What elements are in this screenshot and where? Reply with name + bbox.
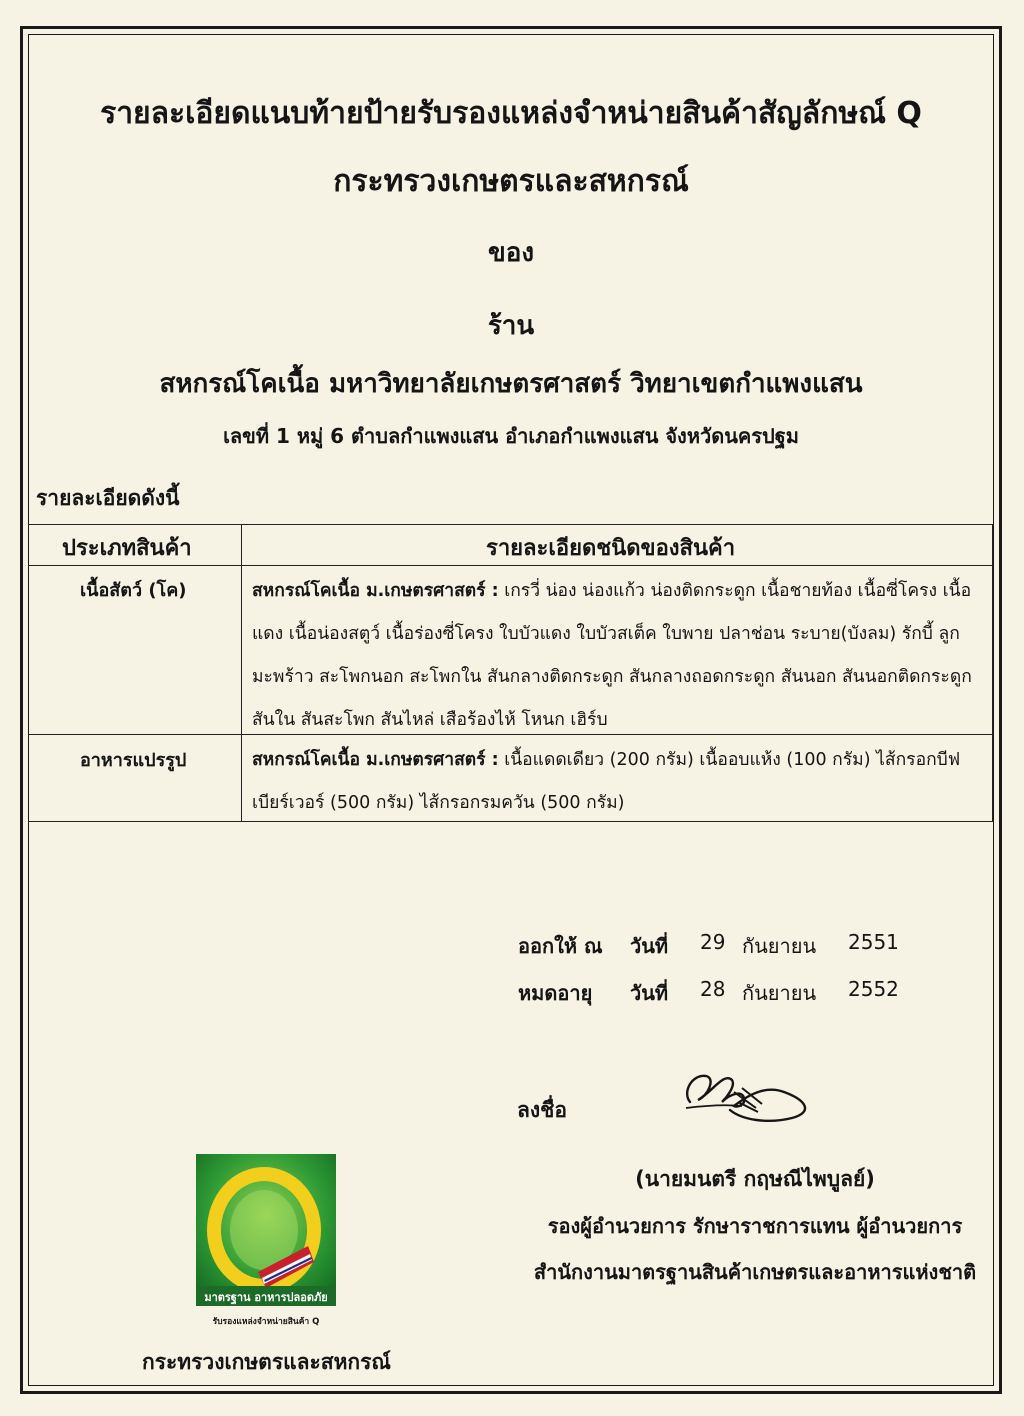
issued-label: ออกให้ ณ [518, 934, 603, 958]
category-processed: อาหารแปรรูป [80, 750, 187, 771]
signer-office: สำนักงานมาตรฐานสินค้าเกษตรและอาหารแห่งชาติ [533, 1260, 977, 1284]
brand-label: สหกรณ์โคเนื้อ ม.เกษตรศาสตร์ : [252, 750, 499, 770]
column-header-category: ประเภทสินค้า [62, 536, 192, 561]
issued-year: 2551 [848, 930, 899, 954]
expiry-label: หมดอายุ [518, 981, 593, 1005]
table-header-divider [28, 565, 994, 566]
brand-label: สหกรณ์โคเนื้อ ม.เกษตรศาสตร์ : [252, 581, 499, 601]
sign-label: ลงชื่อ [517, 1098, 567, 1122]
issued-month: กันยายน [742, 934, 817, 958]
category-meat: เนื้อสัตว์ (โค) [80, 580, 187, 601]
expiry-month: กันยายน [742, 981, 817, 1005]
q-mark-logo [196, 1154, 336, 1330]
signer-name: (นายมนตรี กฤษณีไพบูลย์) [635, 1167, 875, 1191]
items-text: เกรวี่ น่อง น่องแก้ว น่องติดกระดูก เนื้อชายท้อง เนื้อซี่โครง เนื้อแดง เนื้อน่องสตูว์ เนื้อร่องซี่โครง ใบบัวแดง ใบบัวสเต็ค ใบพาย ปลาช่อน ระบาย(บังลม) รักบี้ ลูกมะพร้าว สะโพกนอก สะโพกใน สันกลางติดกระดูก สันกลางถอดกระดูก สันนอก สันนอกติดกระดูก สันใน สันสะโพก สันไหล่ เสือร้องไห้ โหนก เฮิร์บ [252, 581, 972, 730]
day-label: วันที่ [630, 981, 669, 1005]
details-processed [252, 739, 988, 825]
signer-position: รองผู้อำนวยการ รักษาราชการแทน ผู้อำนวยการ [547, 1214, 963, 1238]
table-border-top [28, 524, 994, 525]
issued-day: 29 [700, 930, 726, 954]
items-text: เนื้อแดดเดียว (200 กรัม) เนื้ออบแห้ง (100 กรัม) ไส้กรอกบีฟเบียร์เวอร์ (500 กรัม) ไส้กรอกรมควัน (500 กรัม) [252, 750, 961, 813]
expiry-day: 28 [700, 977, 726, 1001]
shop-label: ร้าน [487, 311, 535, 341]
logo-caption: รับรองแหล่งจำหน่ายสินค้า Q [212, 1317, 320, 1327]
logo-banner: มาตรฐาน อาหารปลอดภัย [204, 1291, 328, 1304]
shop-address: เลขที่ 1 หมู่ 6 ตำบลกำแพงแสน อำเภอกำแพงแสน จังหวัดนครปฐม [223, 424, 799, 448]
ministry-title: กระทรวงเกษตรและสหกรณ์ [333, 164, 689, 199]
shop-name: สหกรณ์โคเนื้อ มหาวิทยาลัยเกษตรศาสตร์ วิทยาเขตกำแพงแสน [159, 369, 863, 399]
column-header-details: รายละเอียดชนิดของสินค้า [486, 536, 736, 561]
of-label: ของ [487, 238, 535, 268]
table-border-right [992, 524, 993, 821]
expiry-year: 2552 [848, 977, 899, 1001]
document-title: รายละเอียดแนบท้ายป้ายรับรองแหล่งจำหน่ายสินค้าสัญลักษณ์ Q [100, 96, 922, 131]
details-meat [252, 570, 988, 742]
table-column-divider [241, 524, 242, 821]
footer-ministry: กระทรวงเกษตรและสหกรณ์ [142, 1350, 391, 1374]
day-label: วันที่ [630, 934, 669, 958]
details-heading: รายละเอียดดังนี้ [36, 486, 180, 510]
handwritten-signature [672, 1062, 822, 1132]
